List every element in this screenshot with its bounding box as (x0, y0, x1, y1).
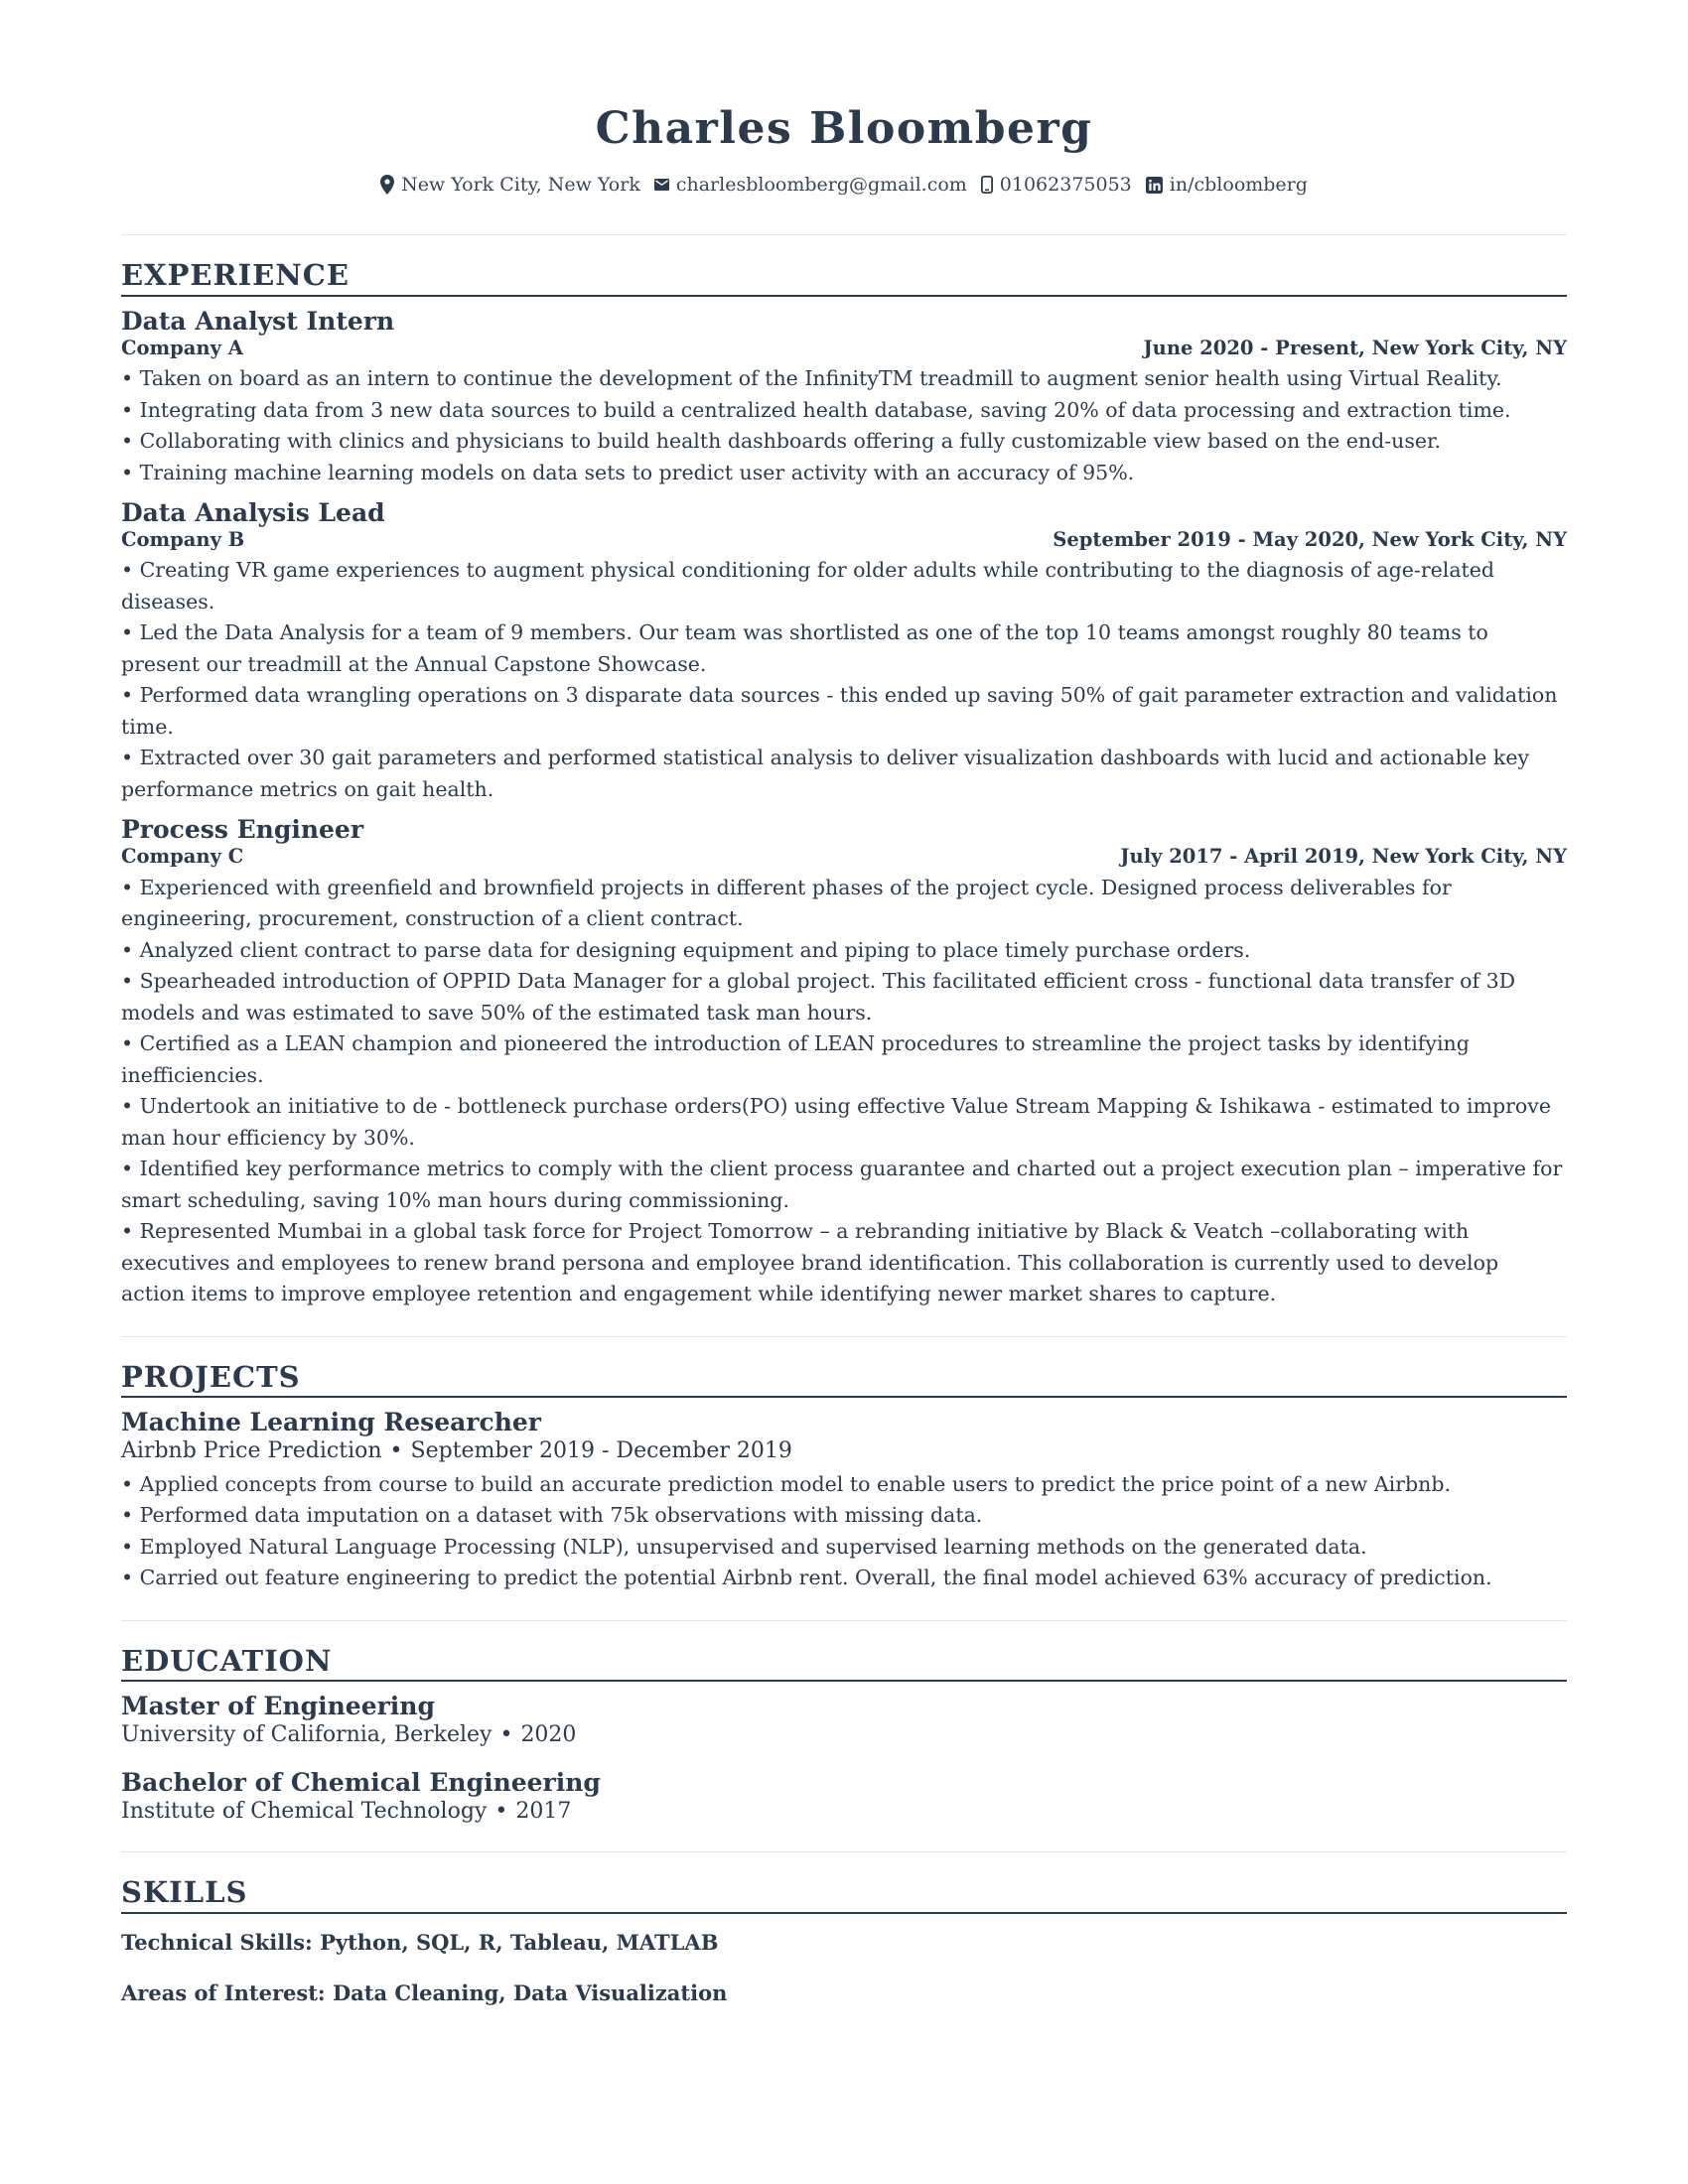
bullet-item: • Certified as a LEAN champion and pioneered the introduction of LEAN procedures to streamline the project tasks by identifying inefficiencies. (121, 1028, 1567, 1091)
separator-dot: • (499, 1722, 513, 1748)
bullet-item: • Led the Data Analysis for a team of 9 members. Our team was shortlisted as one of the top 10 teams amongst roughly 80 teams to present our treadmill at the Annual Capstone Showcase. (121, 617, 1567, 680)
job-title: Data Analyst Intern (121, 306, 395, 336)
job-dates-location: June 2020 - Present, New York City, NY (1143, 336, 1567, 359)
contact-location (380, 175, 640, 195)
contact-email[interactable] (654, 173, 967, 196)
resume-page (121, 0, 1567, 2007)
bullet-item: • Carried out feature engineering to predict the potential Airbnb rent. Overall, the final model achieved 63% accuracy of prediction. (121, 1563, 1567, 1594)
phone-text: 01062375053 (999, 173, 1132, 196)
bullet-item: • Analyzed client contract to parse data for designing equipment and piping to place timely purchase orders. (121, 935, 1567, 967)
job-dates-location: September 2019 - May 2020, New York City, NY (1053, 528, 1567, 552)
project-meta (121, 1437, 1567, 1466)
education-meta (121, 1798, 1567, 1827)
section-title-skills: SKILLS (121, 1876, 1567, 1913)
location-pin-icon (380, 175, 394, 195)
divider (121, 1620, 1567, 1621)
project-entry (121, 1408, 1567, 1594)
separator-dot: • (389, 1438, 403, 1464)
bullet-item: • Employed Natural Language Processing (NLP), unsupervised and supervised learning methods on the generated data. (121, 1532, 1567, 1564)
bullet-item: • Taken on board as an intern to continue the development of the InfinityTM treadmill to augment senior health using Virtual Reality. (121, 363, 1567, 395)
job-meta (121, 845, 1567, 869)
bullet-list (121, 1469, 1567, 1594)
bullet-item: • Performed data imputation on a dataset with 75k observations with missing data. (121, 1500, 1567, 1532)
location-text: New York City, New York (401, 173, 640, 196)
technical-skills: Technical Skills: Python, SQL, R, Tableau, MATLAB (121, 1929, 719, 1955)
linkedin-icon (1146, 177, 1163, 194)
company-name: Company A (121, 336, 243, 359)
bullet-list (121, 555, 1567, 805)
graduation-year: 2017 (515, 1798, 572, 1824)
education-section (121, 1645, 1567, 1827)
linkedin-text: in/cbloomberg (1169, 173, 1308, 196)
project-role: Machine Learning Researcher (121, 1408, 541, 1437)
job-title: Data Analysis Lead (121, 498, 385, 528)
bullet-item: • Applied concepts from course to build an accurate prediction model to enable users to predict the price point of a new Airbnb. (121, 1469, 1567, 1501)
bullet-item: • Represented Mumbai in a global task force for Project Tomorrow – a rebranding initiative by Black & Veatch –collaborating with executives and employees to renew brand persona and employee brand identification. This collaboration is currently used to develop action items to improve employee retention and engagement while identifying newer market shares to capture. (121, 1216, 1567, 1310)
candidate-name: Charles Bloomberg (595, 103, 1093, 154)
job-title: Process Engineer (121, 815, 363, 845)
divider (121, 1336, 1567, 1337)
bullet-item: • Training machine learning models on data sets to predict user activity with an accuracy of 95%. (121, 458, 1567, 489)
school-name: University of California, Berkeley (121, 1722, 492, 1748)
bullet-item: • Collaborating with clinics and physicians to build health dashboards offering a fully customizable view based on the end-user. (121, 426, 1567, 458)
job-dates-location: July 2017 - April 2019, New York City, NY (1120, 845, 1567, 869)
section-title-experience: EXPERIENCE (121, 259, 1567, 296)
contact-phone[interactable] (981, 173, 1132, 196)
section-title-projects: PROJECTS (121, 1361, 1567, 1398)
experience-entry (121, 815, 1567, 1309)
bullet-list (121, 363, 1567, 488)
job-meta (121, 337, 1567, 360)
contact-bar (121, 175, 1567, 195)
areas-of-interest: Areas of Interest: Data Cleaning, Data Visualization (121, 1980, 728, 2006)
project-name: Airbnb Price Prediction (121, 1438, 382, 1464)
skills-section (121, 1876, 1567, 2007)
bullet-item: • Performed data wrangling operations on 3 disparate data sources - this ended up saving 50% of gait parameter extraction and validation time. (121, 680, 1567, 743)
bullet-item: • Creating VR game experiences to augment physical conditioning for older adults while contributing to the diagnosis of age-related diseases. (121, 555, 1567, 617)
email-icon (654, 179, 669, 191)
phone-icon (981, 176, 993, 194)
experience-entry (121, 498, 1567, 805)
graduation-year: 2020 (520, 1722, 577, 1748)
bullet-item: • Integrating data from 3 new data sources to build a centralized health database, saving 20% of data processing and extraction time. (121, 395, 1567, 427)
bullet-item: • Extracted over 30 gait parameters and performed statistical analysis to deliver visualization dashboards with lucid and actionable key performance metrics on gait health. (121, 743, 1567, 805)
education-entry (121, 1768, 1567, 1827)
email-text: charlesbloomberg@gmail.com (675, 173, 967, 196)
job-meta (121, 528, 1567, 552)
education-meta (121, 1721, 1567, 1750)
school-name: Institute of Chemical Technology (121, 1798, 488, 1824)
degree-title: Bachelor of Chemical Engineering (121, 1767, 601, 1797)
section-title-education: EDUCATION (121, 1645, 1567, 1682)
bullet-item: • Identified key performance metrics to comply with the client process guarantee and charted out a project execution plan – imperative for smart scheduling, saving 10% man hours during commissioning. (121, 1154, 1567, 1216)
bullet-item: • Spearheaded introduction of OPPID Data Manager for a global project. This facilitated efficient cross - functional data transfer of 3D models and was estimated to save 50% of the estimated task man hours. (121, 966, 1567, 1028)
separator-dot: • (494, 1798, 508, 1824)
education-entry (121, 1692, 1567, 1750)
bullet-item: • Undertook an initiative to de - bottleneck purchase orders(PO) using effective Value Stream Mapping & Ishikawa - estimated to improve man hour efficiency by 30%. (121, 1091, 1567, 1154)
contact-linkedin[interactable] (1146, 173, 1308, 196)
bullet-item: • Experienced with greenfield and brownfield projects in different phases of the project cycle. Designed process deliverables for engineering, procurement, construction of a client contract. (121, 873, 1567, 935)
experience-entry (121, 307, 1567, 488)
degree-title: Master of Engineering (121, 1692, 435, 1721)
projects-section (121, 1361, 1567, 1594)
bullet-list (121, 873, 1567, 1310)
divider (121, 234, 1567, 235)
company-name: Company B (121, 528, 245, 552)
project-dates: September 2019 - December 2019 (410, 1438, 792, 1464)
divider (121, 1851, 1567, 1852)
company-name: Company C (121, 845, 244, 869)
experience-section (121, 259, 1567, 1309)
